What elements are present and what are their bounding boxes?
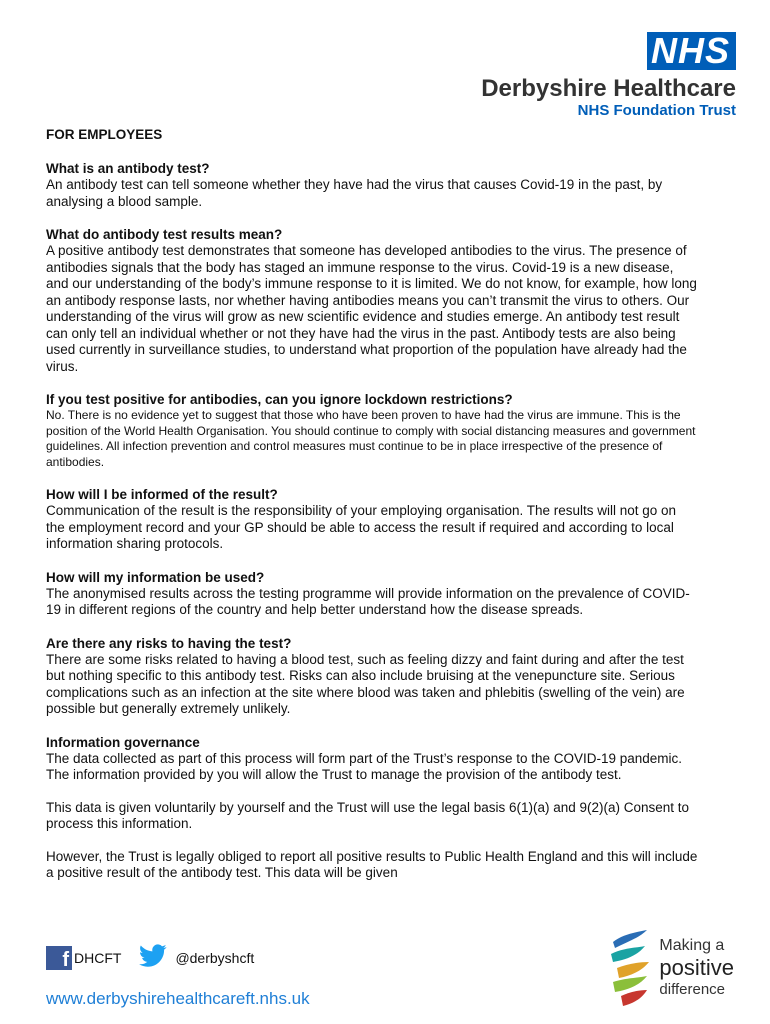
question-heading: What do antibody test results mean? [46, 227, 283, 242]
answer-text: A positive antibody test demonstrates that someone has developed antibodies to the virus. The presence of antibodies signals that the body has staged an immune response to the virus. Covid-19 is a new disease, and our understanding of the body’s immune response to it is limited. We do not know, for example, how long an antibody response lasts, nor whether having antibodies means you can’t transmit the virus to others. Our understanding of the virus will grow as new scientific evidence and studies emerge. An antibody test result can only tell an individual whether or not they have had the virus in the past. Antibody tests are also being used currently in surveillance studies, to understand what proportion of the population have already had the virus. [46, 243, 697, 374]
section-risks [46, 635, 698, 718]
social-links [46, 944, 310, 971]
nhs-logo: NHS [647, 32, 736, 70]
question-heading: Information governance [46, 734, 200, 750]
section-informed [46, 486, 698, 553]
org-subtitle: NHS Foundation Trust [577, 102, 736, 119]
badge-line: Making a [659, 937, 725, 954]
question-heading: What is an antibody test? [46, 161, 210, 176]
org-name: Derbyshire Healthcare [481, 75, 736, 102]
twitter-handle[interactable]: @derbyshcft [175, 949, 255, 966]
facebook-icon[interactable]: f [46, 946, 72, 970]
section-lockdown [46, 391, 698, 470]
trust-logo [481, 32, 736, 120]
answer-text: Communication of the result is the responsibility of your employing organisation. The results will not go on the employment record and your GP should be able to access the result if required and according to local information sharing protocols. [46, 503, 677, 551]
twitter-icon[interactable] [139, 944, 167, 971]
footer [46, 944, 310, 1009]
question-heading: If you test positive for antibodies, can you ignore lockdown restrictions? [46, 392, 513, 407]
section-results-meaning [46, 226, 698, 375]
section-information-governance [46, 734, 698, 784]
facebook-label[interactable]: DHCFT [74, 949, 122, 966]
reporting-paragraph: However, the Trust is legally obliged to report all positive results to Public Health England and this will include a positive result of the antibody test. This data will be given [46, 848, 698, 880]
section-information-use [46, 569, 698, 619]
question-heading: How will I be informed of the result? [46, 487, 278, 502]
answer-text: The anonymised results across the testing programme will provide information on the prevalence of COVID-19 in different regions of the country and help better understand how the disease spreads. [46, 585, 690, 617]
answer-text: No. There is no evidence yet to suggest that those who have been proven to have had the virus are immune. This is the position of the World Health Organisation. You should continue to comply with social distancing measures and government guidelines. All infection prevention and control measures must continue to be in place irrespective of the presence of antibodies. [46, 408, 696, 469]
document-title: FOR EMPLOYEES [46, 127, 163, 142]
consent-paragraph: This data is given voluntarily by yourself and the Trust will use the legal basis 6(1)(a) and 9(2)(a) Consent to process this information. [46, 799, 690, 831]
website-link[interactable]: www.derbyshirehealthcareft.nhs.uk [46, 989, 310, 1008]
making-a-positive-difference-badge [607, 928, 734, 1008]
question-heading: Are there any risks to having the test? [46, 635, 292, 651]
badge-text [659, 935, 734, 1001]
badge-line: difference [659, 981, 726, 998]
swoosh-logo-icon [607, 928, 653, 1008]
answer-text: An antibody test can tell someone whether they have had the virus that causes Covid-19 in the past, by analysing a blood sample. [46, 177, 663, 209]
answer-text: The data collected as part of this process will form part of the Trust’s response to the COVID-19 pandemic. The information provided by you will allow the Trust to manage the provision of the antibody test. [46, 750, 683, 782]
badge-line: positive [659, 955, 734, 980]
answer-text: There are some risks related to having a blood test, such as feeling dizzy and faint during and after the test but nothing specific to this antibody test. Risks can also include bruising at the venepuncture site. Serious complications such as an infection at the site where blood was taken and phlebitis (swelling of the vein) are possible but generally extremely unlikely. [46, 651, 685, 716]
question-heading: How will my information be used? [46, 569, 265, 585]
section-antibody-test [46, 160, 698, 210]
document-body [46, 126, 698, 898]
